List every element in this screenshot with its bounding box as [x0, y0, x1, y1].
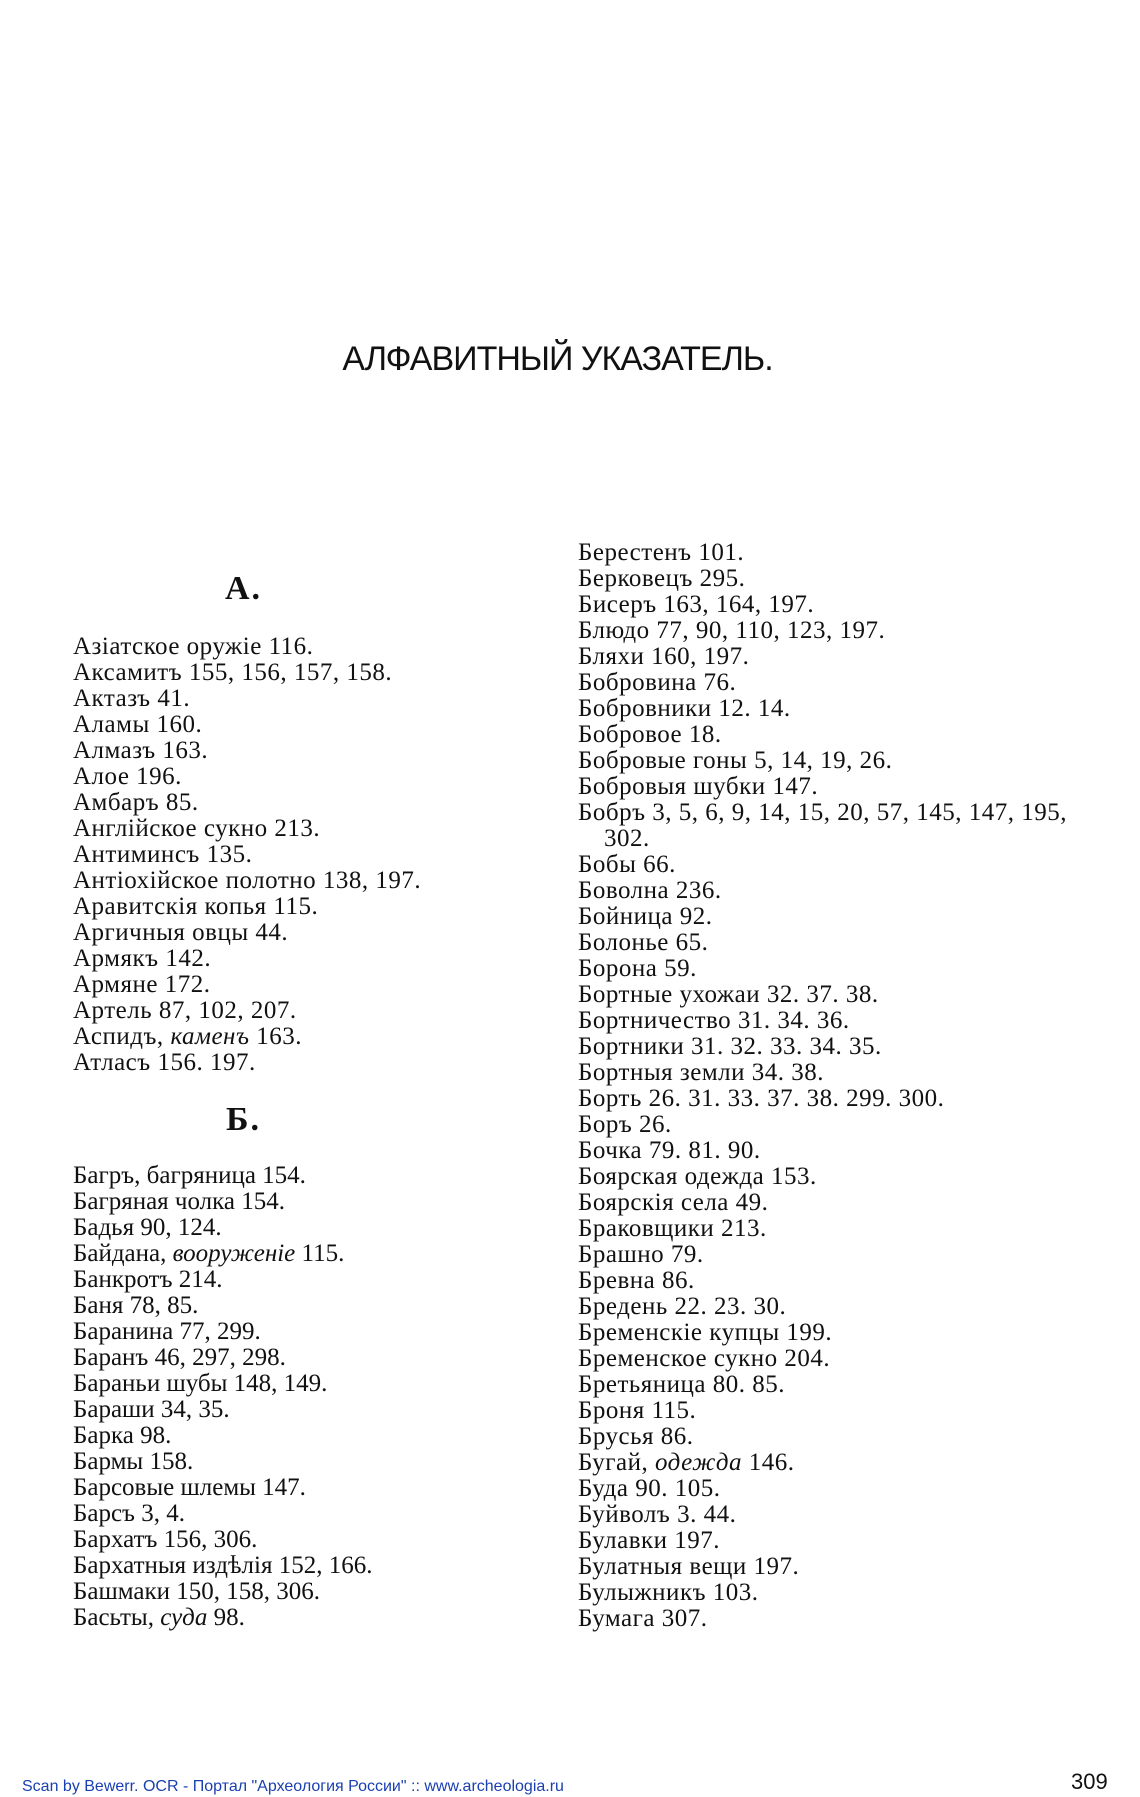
- index-entry: Борона 59.: [578, 955, 697, 982]
- index-entry: Багряная чолка 154.: [73, 1188, 286, 1215]
- index-entry: Блюдо 77, 90, 110, 123, 197.: [578, 617, 886, 644]
- index-entry: Бобровники 12. 14.: [578, 695, 791, 722]
- index-entry: Армяне 172.: [73, 971, 211, 998]
- index-entry: Байдана, вооруженіе 115.: [73, 1240, 345, 1267]
- index-entry: Боволна 236.: [578, 877, 722, 904]
- index-entry: Брусья 86.: [578, 1423, 694, 1450]
- index-entry: Баранина 77, 299.: [73, 1318, 261, 1345]
- index-entry: Борть 26. 31. 33. 37. 38. 299. 300.: [578, 1085, 945, 1112]
- index-entry: Бармы 158.: [73, 1448, 194, 1475]
- index-entry: Антиминсъ 135.: [73, 841, 253, 868]
- index-entry: Бочка 79. 81. 90.: [578, 1137, 761, 1164]
- index-entry: Аспидъ, каменъ 163.: [73, 1023, 302, 1050]
- index-entry: Басьты, суда 98.: [73, 1604, 245, 1631]
- index-entry: Бляхи 160, 197.: [578, 643, 750, 670]
- index-entry: Атласъ 156. 197.: [73, 1049, 256, 1076]
- index-entry: Баранъ 46, 297, 298.: [73, 1344, 286, 1371]
- index-entry: Бобровое 18.: [578, 721, 722, 748]
- index-entry: Буйволъ 3. 44.: [578, 1501, 737, 1528]
- index-entry: Бугай, одежда 146.: [578, 1449, 795, 1476]
- index-entry: Булыжникъ 103.: [578, 1579, 759, 1606]
- index-entry: Болонье 65.: [578, 929, 709, 956]
- index-entry: Артель 87, 102, 207.: [73, 997, 297, 1024]
- index-entry: Берковецъ 295.: [578, 565, 746, 592]
- section-letter-a: А.: [224, 570, 263, 607]
- index-entry: Аравитскія копья 115.: [73, 893, 319, 920]
- index-entry: Бобы 66.: [578, 851, 676, 878]
- index-entry: Бумага 307.: [578, 1605, 708, 1632]
- index-entry: Бараши 34, 35.: [73, 1396, 230, 1423]
- index-entry: Бортники 31. 32. 33. 34. 35.: [578, 1033, 882, 1060]
- index-entry: Азіатское оружіе 116.: [73, 633, 314, 660]
- index-entry: Багръ, багряница 154.: [73, 1162, 306, 1189]
- index-entry: Берестенъ 101.: [578, 539, 745, 566]
- index-entry: Банкротъ 214.: [73, 1266, 223, 1293]
- index-entry: Аламы 160.: [73, 711, 203, 738]
- index-entry: Барсъ 3, 4.: [73, 1500, 185, 1527]
- index-entry: Бортничество 31. 34. 36.: [578, 1007, 850, 1034]
- index-entry: Боярскія села 49.: [578, 1189, 769, 1216]
- index-entry: Алмазъ 163.: [73, 737, 209, 764]
- index-entry: Бременскіе купцы 199.: [578, 1319, 833, 1346]
- index-entry: Алое 196.: [73, 763, 182, 790]
- index-entry: Армякъ 142.: [73, 945, 212, 972]
- index-entry: Брашно 79.: [578, 1241, 704, 1268]
- index-entry: Браковщики 213.: [578, 1215, 767, 1242]
- index-entry: Бархатъ 156, 306.: [73, 1526, 258, 1553]
- page-number: 309: [1071, 1769, 1108, 1794]
- index-entry: Боярская одежда 153.: [578, 1163, 817, 1190]
- index-entry: Бременское сукно 204.: [578, 1345, 831, 1372]
- scan-credit: Scan by Bewerr. OCR - Портал "Археология России" :: www.archeologia.ru: [22, 1778, 564, 1795]
- index-entry: Броня 115.: [578, 1397, 697, 1424]
- index-entry: Актазъ 41.: [73, 685, 191, 712]
- index-list-right: [578, 540, 1073, 1632]
- section-letter-b: Б.: [226, 1101, 261, 1138]
- index-entry: Башмаки 150, 158, 306.: [73, 1578, 320, 1605]
- index-list-a: [73, 634, 533, 1076]
- index-entry: Булатныя вещи 197.: [578, 1553, 800, 1580]
- index-entry: Бадья 90, 124.: [73, 1214, 222, 1241]
- index-entry: Антіохійское полотно 138, 197.: [73, 867, 422, 894]
- index-entry: Аргичныя овцы 44.: [73, 919, 289, 946]
- index-entry: Бобровина 76.: [578, 669, 737, 696]
- index-entry: Бретьяница 80. 85.: [578, 1371, 786, 1398]
- index-entry: Бортные ухожаи 32. 37. 38.: [578, 981, 879, 1008]
- index-entry: Бредень 22. 23. 30.: [578, 1293, 787, 1320]
- index-entry: Бараньи шубы 148, 149.: [73, 1370, 328, 1397]
- index-entry: Боръ 26.: [578, 1111, 672, 1138]
- index-entry: Аксамитъ 155, 156, 157, 158.: [73, 659, 393, 686]
- index-entry: Амбаръ 85.: [73, 789, 199, 816]
- index-entry: Англійское сукно 213.: [73, 815, 321, 842]
- index-entry: Барсовые шлемы 147.: [73, 1474, 306, 1501]
- index-entry: Бойница 92.: [578, 903, 713, 930]
- index-entry: Барка 98.: [73, 1422, 172, 1449]
- page-title: АЛФАВИТНЫЙ УКАЗАТЕЛЬ.: [342, 340, 773, 378]
- index-entry: Баня 78, 85.: [73, 1292, 199, 1319]
- index-entry: Бобръ 3, 5, 6, 9, 14, 15, 20, 57, 145, 147, 195, 302.: [578, 799, 1068, 852]
- index-entry: Бобровыя шубки 147.: [578, 773, 819, 800]
- index-entry: Буда 90. 105.: [578, 1475, 721, 1502]
- index-entry: Бревна 86.: [578, 1267, 695, 1294]
- index-list-b: [73, 1163, 533, 1631]
- index-entry: Бортныя земли 34. 38.: [578, 1059, 825, 1086]
- index-entry: Бобровые гоны 5, 14, 19, 26.: [578, 747, 893, 774]
- index-entry: Булавки 197.: [578, 1527, 721, 1554]
- index-entry: Бархатныя издѣлія 152, 166.: [73, 1552, 373, 1579]
- index-entry: Бисеръ 163, 164, 197.: [578, 591, 815, 618]
